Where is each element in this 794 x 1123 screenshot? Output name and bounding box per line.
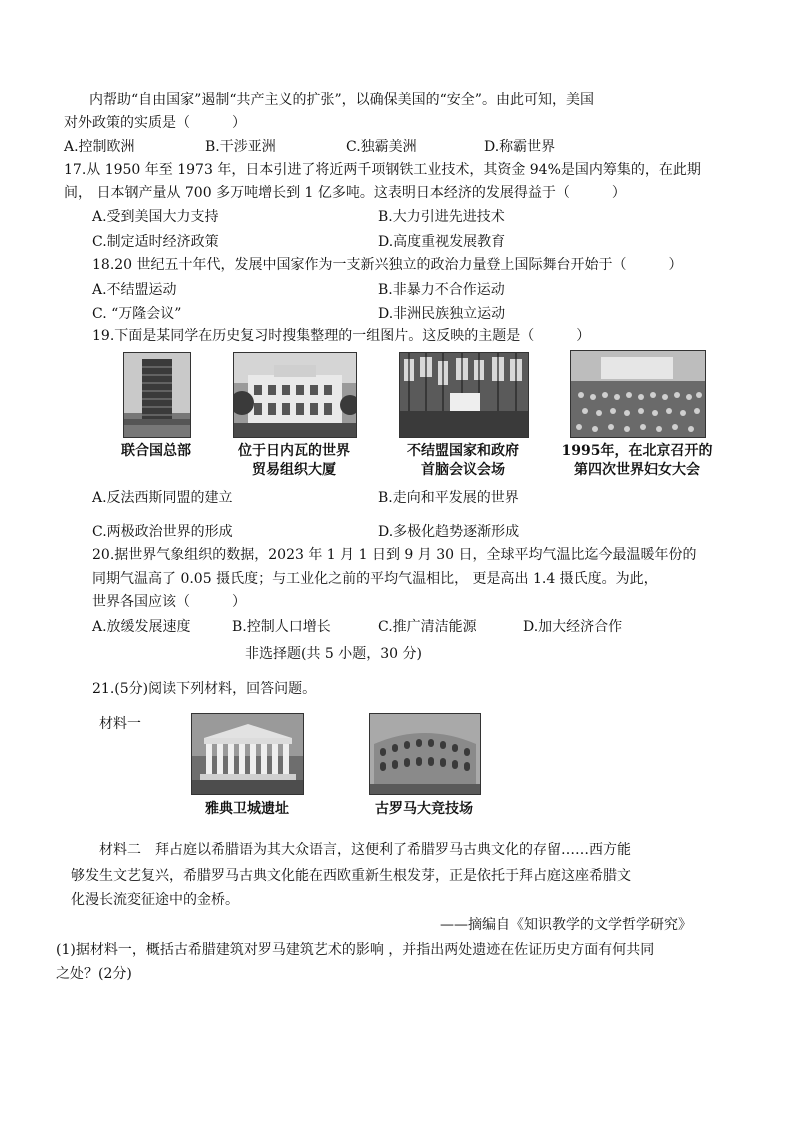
q16-option-c: C.独霸美洲 xyxy=(346,139,417,155)
q21-source: ——摘编自《知识教学的文学哲学研究》 xyxy=(440,917,692,933)
caption-un-headquarters: 联合国总部 xyxy=(121,443,191,459)
q21-material1-label: 材料一 xyxy=(99,716,141,732)
colosseum-photo xyxy=(369,713,481,795)
q17-option-a: A.受到美国大力支持 xyxy=(92,209,219,225)
q19-option-c: C.两极政治世界的形成 xyxy=(92,524,233,540)
q17-option-d: D.高度重视发展教育 xyxy=(378,234,506,250)
parthenon-photo xyxy=(191,713,304,795)
q16-option-a: A.控制欧洲 xyxy=(64,139,135,155)
q21-stem-line1: 21.(5分)阅读下列材料，回答问题。 xyxy=(92,681,317,697)
non-aligned-summit-photo xyxy=(399,352,529,438)
un-headquarters-photo xyxy=(123,352,191,438)
q19-option-d: D.多极化趋势逐渐形成 xyxy=(378,524,520,540)
q21-sub1-line2: 之处？(2分) xyxy=(56,966,132,982)
q21-material2-line1: 材料二 拜占庭以希腊语为其大众语言，这便利了希腊罗马古典文化的存留……西方能 xyxy=(99,842,631,858)
q16-option-d: D.称霸世界 xyxy=(484,139,556,155)
q17-option-c: C.制定适时经济政策 xyxy=(92,234,219,250)
caption-acropolis: 雅典卫城遗址 xyxy=(205,801,289,817)
q21-material2-line3: 化漫长流変征途中的金桥。 xyxy=(71,892,239,908)
caption-wto-line2: 贸易组织大厦 xyxy=(252,462,336,478)
q20-option-c: C.推广清洁能源 xyxy=(378,619,477,635)
caption-wto-line1: 位于日内瓦的世界 xyxy=(238,443,350,459)
q18-option-d: D.非洲民族独立运动 xyxy=(378,306,506,322)
womens-conference-photo xyxy=(570,350,706,438)
q21-sub1-line1: (1)据材料一，概括古希腊建筑对罗马建筑艺术的影响 ，并指出两处遗迹在佐证历史方面有何共同 xyxy=(56,942,655,958)
q20-option-b: B.控制人口增长 xyxy=(232,619,331,635)
q18-stem-line1: 18.20 世纪五十年代，发展中国家作为一支新兴独立的政治力量登上国际舞台开始于（ ） xyxy=(92,257,683,273)
q20-stem-line1: 20.据世界气象组织的数据，2023 年 1 月 1 日到 9 月 30 日，全球平均气温比迄今最温暖年份的 xyxy=(92,547,697,563)
caption-non-aligned-line1: 不结盟国家和政府 xyxy=(407,443,519,459)
q18-option-b: B.非暴力不合作运动 xyxy=(378,282,505,298)
q20-stem-line2: 同期气温高了 0.05 摄氏度；与工业化之前的平均气温相比， 更是高出 1.4 摄氏度。为此， xyxy=(92,571,658,587)
q19-option-b: B.走向和平发展的世界 xyxy=(378,490,519,506)
caption-womens-conference-line2: 第四次世界妇女大会 xyxy=(574,462,700,478)
q21-material2-line2: 够发生文艺复兴，希腊罗马古典文化能在西欧重新生根发芽，正是依托于拜占庭这座希腊文 xyxy=(71,868,631,884)
q18-option-c: C. “万隆会议” xyxy=(92,306,182,322)
q17-stem-line2: 间， 日本钢产量从 700 多万吨增长到 1 亿多吨。这表明日本经济的发展得益于（ ） xyxy=(64,185,626,201)
caption-womens-conference-line1: 1995年，在北京召开的 xyxy=(561,443,713,459)
q20-option-d: D.加大经济合作 xyxy=(523,619,623,635)
q19-option-a: A.反法西斯同盟的建立 xyxy=(92,490,233,506)
section-heading: 非选择题(共 5 小题，30 分) xyxy=(245,646,422,662)
q17-stem-line1: 17.从 1950 年至 1973 年，日本引进了将近两千项钢铁工业技术，其资金 94%是国内筹集的，在此期 xyxy=(64,162,701,178)
q16-stem-line1: 内帮助“自由国家”遏制“共产主义的扩张”，以确保美国的“安全”。由此可知，美国 xyxy=(89,92,594,108)
q16-option-b: B.干涉亚洲 xyxy=(205,139,276,155)
q19-stem-line1: 19.下面是某同学在历史复习时搜集整理的一组图片。这反映的主题是（ ） xyxy=(92,328,591,344)
caption-non-aligned-line2: 首脑会议会场 xyxy=(421,462,505,478)
q20-option-a: A.放缓发展速度 xyxy=(92,619,191,635)
wto-building-photo xyxy=(233,352,357,438)
q17-option-b: B.大力引进先进技术 xyxy=(378,209,505,225)
q20-stem-line3: 世界各国应该（ ） xyxy=(92,594,246,610)
q16-stem-line2: 对外政策的实质是（ ） xyxy=(64,115,246,131)
caption-colosseum: 古罗马大竞技场 xyxy=(375,801,473,817)
q18-option-a: A.不结盟运动 xyxy=(92,282,177,298)
